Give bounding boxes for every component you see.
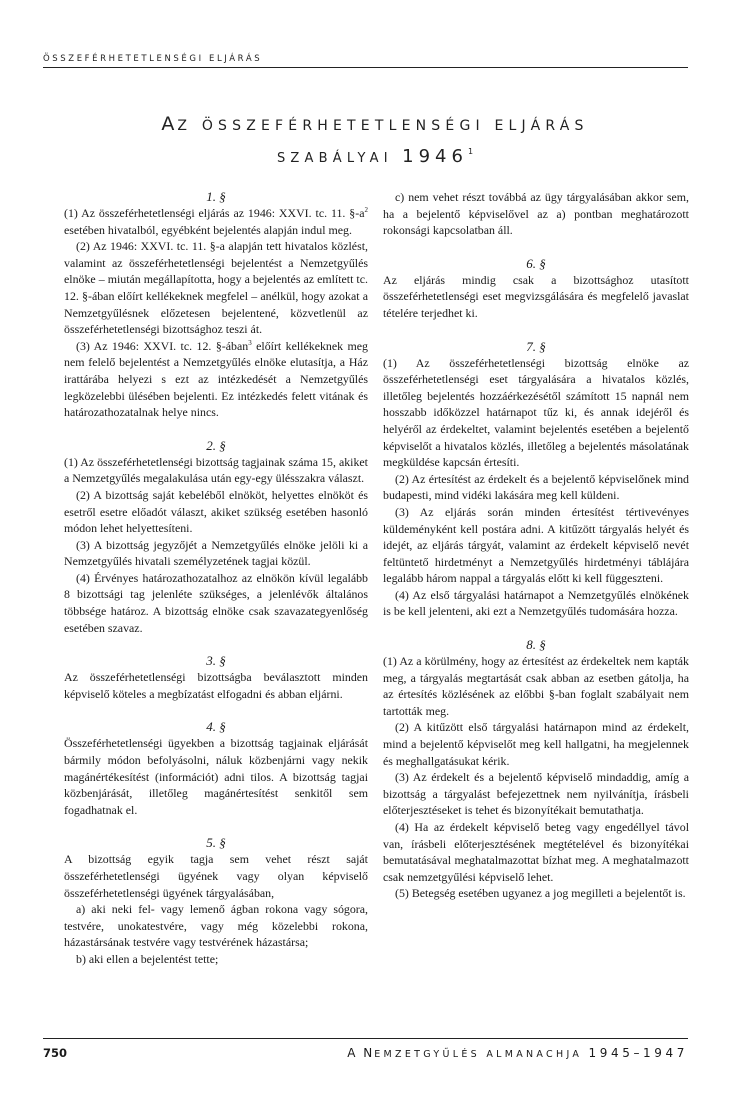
title-line-2 (0, 138, 750, 166)
section-8-paragraph-5: (5) Betegség esetében ugyanez a jog megilleti a bejelentőt is. (395, 886, 686, 901)
section-1-paragraph-2: (2) Az 1946: XXVI. tc. 11. §-a alapján tett hivatalos közlést, valamint az összeférhetetlenségi bejelentést a Nemzetgyűlés elnöke – miután megállapította, hogy a bejelentés az említett tc. 12. §-ában előírt kellékeknek megfelel – anélkül, hogy azokat a Nemzetgyűlésnek előzetesen bejelentené, közvetlenül az összeférhetetlenségi bizottsághoz teszi át. (64, 239, 368, 337)
section-5-item-b: b) aki ellen a bejelentést tette; (76, 951, 219, 966)
section-2-paragraph-4: (4) Érvényes határozathozatalhoz az elnökön kívül legalább 8 bizottsági tag jelenléte szükséges, a jelenlévők általános többsége határoz. A bizottság elnöke csak szavazategyenlőség esetében szavaz. (64, 570, 368, 635)
footnote-marker: 3 (248, 338, 252, 347)
section-2-paragraph-1: (1) Az összeférhetetlenségi bizottság tagjainak száma 15, akiket a Nemzetgyűlés megalakulása után egy-egy ülésszakra választ. (64, 454, 368, 486)
section-7-paragraph-4: (4) Az első tárgyalási határnapot a Nemzetgyűlés elnökének is be kell jelenteni, aki ezt a Nemzetgyűlés tudomására hozza. (383, 587, 689, 619)
footnote-marker: 2 (364, 206, 368, 214)
title-initial: A (161, 113, 178, 135)
section-3-paragraph-1: Az összeférhetetlenségi bizottságba beválasztott minden képviselő köteles a megbízatást elfogadni és abban eljárni. (64, 670, 368, 701)
header-rule (43, 67, 688, 68)
section-1-paragraph-1 (64, 205, 368, 238)
title-line-2-text: SZABÁLYAI (276, 151, 393, 166)
section-8-paragraph-1: (1) Az a körülmény, hogy az értesítést az érdekeltek nem kapták meg, a tárgyalás megtartását csak abban az esetben gátolja, ha az értesítés közlésének az előbbi §-ban foglalt szabályait nem tartották meg. (383, 654, 689, 718)
section-heading-5: 5. § (206, 835, 226, 851)
section-heading-6: 6. § (526, 255, 546, 271)
section-8-paragraph-2: (2) A kitűzött első tárgyalási határnapon mind az érdekelt, mind a bejelentő képviselőt meg kell hallgatni, ha megjelennek és meghallgatásukat kérik. (383, 720, 689, 768)
left-column (64, 188, 368, 968)
footer-years: 1945–1947 (588, 1046, 688, 1060)
title-footnote-marker: 1 (467, 147, 474, 156)
section-6-paragraph-1: Az eljárás mindig csak a bizottsághoz utasított összeférhetetlenségi eset megvizsgálására és megfelelő javaslat tételére terjedhet ki. (383, 272, 689, 320)
section-1-paragraph-3 (64, 338, 368, 421)
title-line-1 (0, 110, 750, 138)
section-heading-1: 1. § (206, 189, 226, 204)
paragraph-text: (3) Az 1946: XXVI. tc. 12. §-ában (76, 338, 249, 353)
section-5-paragraph-1: A bizottság egyik tagja sem vehet részt saját összeférhetetlenségi ügyének vagy olyan képviselő összeférhetetlenségi ügyének tárgyalásában, (64, 852, 368, 900)
paragraph-text: esetében hivatalból, egyébként bejelentés alapján indul meg. (64, 222, 352, 237)
section-7-paragraph-2: (2) Az értesítést az érdekelt és a bejelentő képviselőnek mind budapesti, mind vidéki lakására meg kell küldeni. (383, 471, 689, 503)
document-title (0, 110, 750, 166)
section-2-paragraph-2: (2) A bizottság saját kebeléből elnököt, helyettes elnököt és esetről esetre előadót választ, akiket szükség esetében hasonló módon lehet helyettesíteni. (64, 487, 368, 536)
section-7-paragraph-1: (1) Az összeférhetetlenségi bizottság elnöke az összeférhetetlenségi eset tárgyalására a hivatalos közlés, illetőleg bejelentés hozzáérkezésétől számított 15 napnál nem hosszabb időközzel határnapot tűz ki, és annak idejéről és helyéről az érdekeltet, valamint bejelentés esetében a bejelentő képviselőt a hivatalos közlés, illetőleg a bejelentés másolatának megküldése kapcsán értesíti. (383, 355, 689, 470)
footer-title-text: EMZETGYŰLÉS ALMANACHJA (374, 1049, 583, 1060)
section-5-item-a: a) aki neki fel- vagy lemenő ágban rokona vagy sógora, testvére, unokatestvére, vagy még közelebbi rokona, házastársának testvére vagy testvérének házastársa; (64, 902, 368, 950)
section-heading-4: 4. § (206, 719, 226, 735)
section-8-paragraph-4: (4) Ha az érdekelt képviselő beteg vagy engedéllyel távol van, írásbeli előterjesztésének megtételével és bizonyítékai bemutatásával meghatalmazottat bízhat meg. A meghatalmazott csak nemzetgyűlési képviselő lehet. (383, 820, 689, 884)
paragraph-text: (1) Az összeférhetetlenségi eljárás az 1946: XXVI. tc. 11. §-a (64, 206, 365, 220)
section-heading-2: 2. § (206, 437, 226, 453)
section-2-paragraph-3: (3) A bizottság jegyzőjét a Nemzetgyűlés elnöke jelöli ki a Nemzetgyűlés hivatali személyzetének tagjai közül. (64, 537, 368, 569)
section-heading-3: 3. § (206, 653, 226, 669)
section-7-paragraph-3: (3) Az eljárás során minden értesítést tértivevényes küldeményként kell postára adni. A kitűzött tárgyalás helyét és idejét, az eljárás tárgyát, valamint az érdekelt képviselő nevét feltüntető hirdetményt a Nemzetgyűlés hirdetményi táblájára legalább három nappal a tárgyalás előtt ki kell függeszteni. (383, 504, 689, 586)
title-year: 1946 (402, 146, 468, 167)
running-head: ÖSSZEFÉRHETETLENSÉGI ELJÁRÁS (43, 54, 263, 64)
section-8-paragraph-3: (3) Az érdekelt és a bejelentő képviselő mindaddig, amíg a bizottság a tárgyalást befejezettnek nem nyilvánítja, írásbeli előterjesztéseket is tehet és bizonyítékait bemutathatja. (383, 770, 689, 818)
section-heading-8: 8. § (526, 637, 546, 653)
footer-title (347, 1046, 688, 1060)
page-number: 750 (43, 1046, 68, 1060)
footer-rule (43, 1038, 688, 1039)
section-heading-7: 7. § (526, 338, 546, 354)
section-5-item-c: c) nem vehet részt továbbá az ügy tárgyalásában akkor sem, ha a bejelentő képviselővel az a) pontban meghatározott rokonsági kapcsolatban áll. (383, 190, 689, 238)
title-line-1-text: Z ÖSSZEFÉRHETETLENSÉGI ELJÁRÁS (177, 118, 589, 134)
section-4-paragraph-1: Összeférhetetlenségi ügyekben a bizottság tagjainak eljárását bármily módon befolyásolni, náluk közbenjárni vagy nekik magánértékesítést (információt) adni tilos. A bizottság tagjai közbenjárását, illetőleg magánértesítést senkitől sem fogadhatnak el. (64, 736, 368, 817)
paragraph-text: előírt kellékeknek meg nem felelő bejelentést a Nemzetgyűlés elnöke elutasítja, a Ház irattárába helyezi s ezt az intézkedését a Nemzetgyűlés legközelebbi ülésében bejelenti. Ez intézkedés felett vitának és határozathozatalnak helye nincs. (64, 338, 368, 420)
footer-title-initial: A N (347, 1046, 375, 1060)
right-column (383, 189, 689, 902)
